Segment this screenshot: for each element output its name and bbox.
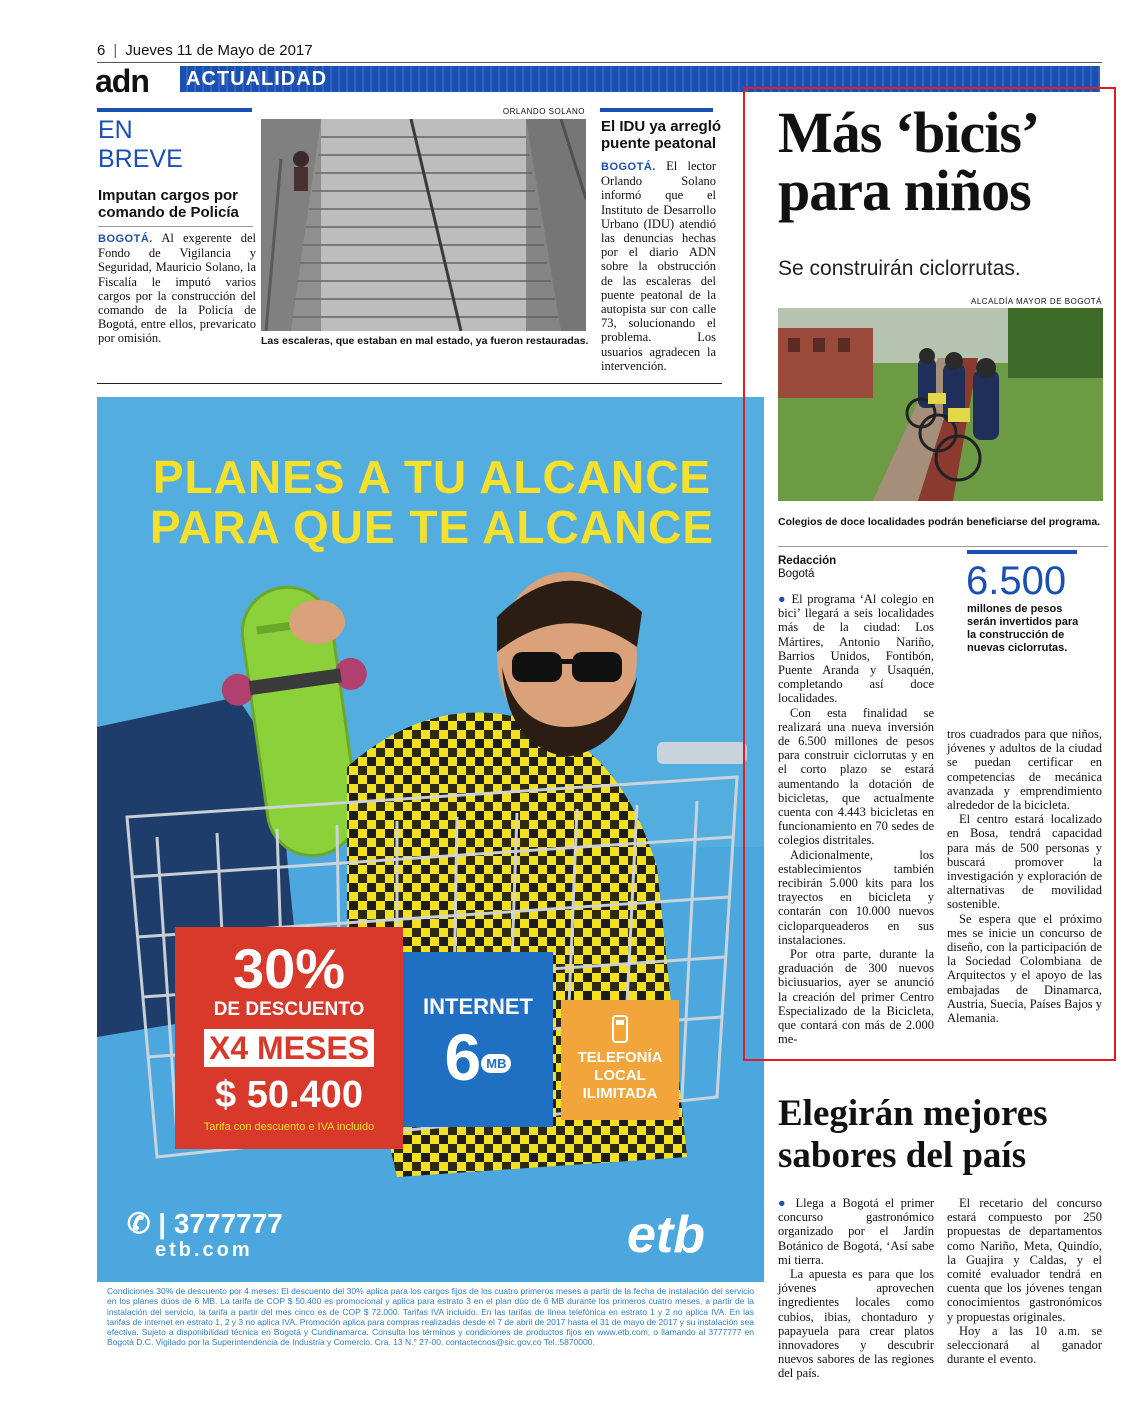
stairs-photo-caption: Las escaleras, que estaban en mal estado, ya fueron restauradas. — [261, 335, 589, 347]
brief2-dateline: BOGOTÁ. — [601, 161, 656, 173]
brief1-dateline: BOGOTÁ. — [98, 233, 153, 245]
article-p7: Se espera que el próximo mes se inicie un concurso de diseño, con la participación de la Sociedad Colombiana de Arquitectos y el apoyo de las embajadas de Dinamarca, Austria, Suecia, Países Bajos y Alemania. — [947, 911, 1102, 1026]
article2-headline-line2: sabores del país — [778, 1135, 1027, 1176]
etb-logo: etb — [627, 1206, 705, 1264]
article-col2 — [947, 727, 1102, 1025]
article-p1 — [778, 592, 934, 706]
stat-number: 6.500 — [966, 559, 1067, 603]
article2-p3: El recetario del concurso estará compuesto por 250 propuestas de departamentos como Nariño, Meta, Quindío, la Guajira y Caldas, y el comité evaluador tendrá en cuenta que los jóvenes tengan conocimientos gastronómicos y propuestas originales. — [947, 1196, 1102, 1324]
internet-label: INTERNET — [423, 994, 533, 1019]
article2-col1 — [778, 1196, 934, 1381]
article2-col2 — [947, 1196, 1102, 1366]
bullet-icon: ● — [778, 592, 792, 606]
internet-unit: MB — [481, 1054, 511, 1073]
caption-rule — [778, 546, 1108, 547]
page-date: Jueves 11 de Mayo de 2017 — [125, 42, 313, 59]
enbreve-rule — [97, 108, 252, 112]
discount-months: X4 MESES — [204, 1029, 374, 1067]
article-deck: Se construirán ciclorrutas. — [778, 257, 1021, 280]
article2-headline-line1: Elegirán mejores — [778, 1093, 1048, 1134]
ad-fine-print-area — [97, 1282, 764, 1351]
article2-p1 — [778, 1196, 934, 1267]
article-p1-text: El programa ‘Al colegio en bici’ llegará a seis localidades más de la ciudad: Los Mártires, Antonio Nariño, Barrios Unidos, Fontibón, Puente Aranda y Usaquén, completando así doce localidades. — [778, 592, 934, 706]
article-headline-line2: para niños — [778, 158, 1031, 223]
stairs-photo — [261, 119, 586, 331]
article-p4: Por otra parte, durante la graduación de 300 nuevos biciusuarios, ayer se anunció la creación del primer Centro Especializado de la Bicicleta, que contará con más de 2.000 me- — [778, 947, 934, 1047]
article2-p2: La apuesta es para que los jóvenes aprovechen ingredientes locales como cubios, ibias, chontaduro y papayuela para crear platos innovadores y descubrir nuevos sabores de las regiones del país. — [778, 1267, 934, 1381]
discount-label: DE DESCUENTO — [213, 999, 365, 1020]
bullet-icon: ● — [778, 1196, 796, 1210]
byline-author: Redacción — [778, 555, 837, 567]
page-header: 6 | Jueves 11 de Mayo de 2017 — [97, 42, 313, 59]
ad-fine-print: Condiciones 30% de descuento por 4 meses: El descuento del 30% aplica para los cargos fijos de los cuatro primeros meses a partir de la fecha de instalación del servicio en los planes dúos de 6 MB. La tarifa de COP $ 50.400 es promocional y aplica para estrato 3 en el plan dúo de 6 MB durante los primeros cuatro meses, a partir de la instalación del servicio, la tarifa a partir del mes cinco es de COP $ 72.000. Tarifas IVA incluido. En las tarifas de línea telefónica en estrato 1 y 2 no aplica IVA. En las tarifas de internet en estrato 1, 2 y 3 no aplica IVA. Promoción aplica para compras realizadas desde el 7 de abril de 2017 hasta el 31 de mayo de 2017 y su instalación sea efectiva. Sujeto a disponibilidad técnica en Bogotá y Cundinamarca. Consulta los términos y condiciones de productos fijos en www.etb.com, o llamando al 3777777 en Bogotá D.C. Vigilado por la Superintendencia de Industria y Comercio. Cra. 13 N.° 27-00. contactecnos@sic.gov.co Tel.:5870000. — [107, 1286, 754, 1348]
ad-headline — [127, 452, 737, 552]
header-rule — [97, 62, 1102, 63]
article2-p1-text: Llega a Bogotá el primer concurso gastronómico organizado por el Jardín Botánico de Bogotá, ‘Así sabe mi tierra. — [778, 1196, 934, 1267]
byline — [778, 555, 836, 581]
internet-speed: 6 — [444, 1020, 482, 1094]
article-p6: El centro estará localizado en Bosa, tendrá capacidad para más de 500 personas y buscará promover la investigación y exploración de alternativas de movilidad sostenible. — [947, 812, 1102, 912]
ad-website[interactable]: etb.com — [155, 1239, 253, 1261]
stat-text: millones de pesos serán invertidos para la construcción de nuevas ciclorrutas. — [967, 603, 1079, 654]
brief1-text: Al exgerente del Fondo de Vigilancia y Seguridad, Mauricio Solano, la Fiscalía le imputó varios cargos por la construcción del comando de la Policía de Bogotá, entre ellos, prevaricato por omisión. — [98, 231, 256, 346]
article2-headline — [778, 1093, 1108, 1177]
internet-speed-group — [403, 1020, 553, 1094]
ad-headline-line1: PLANES A TU ALCANCE — [152, 451, 712, 503]
brief1-body — [98, 231, 256, 346]
phone-box — [561, 1000, 679, 1120]
ad-phone — [127, 1209, 283, 1239]
brief2-rule — [600, 108, 713, 112]
article-headline-line1: Más ‘bicis’ — [778, 100, 1040, 165]
internet-box — [403, 952, 553, 1127]
page-number: 6 — [97, 42, 106, 59]
ad-contact — [127, 1209, 283, 1262]
ad-phone-number: 3777777 — [173, 1208, 283, 1239]
bike-photo-credit: ALCALDÍA MAYOR DE BOGOTÁ — [971, 297, 1102, 306]
brief2-text: El lector Orlando Solano informó que el Instituto de Desarrollo Urbano (IDU) atendió las denuncias hechas por el diario ADN sobre la obstrucción de las escaleras del puente peatonal de la autopista sur con calle 73, solucionando el problema. Los usuarios agradecen la intervención. — [601, 159, 716, 373]
byline-city: Bogotá — [778, 568, 815, 580]
enbreve-line2: BREVE — [98, 145, 183, 173]
brief1-rule — [98, 226, 253, 227]
enbreve-bottom-rule — [97, 383, 722, 384]
discount-note: Tarifa con descuento e IVA incluido — [203, 1121, 375, 1133]
brief2-title: El IDU ya arregló puente peatonal — [601, 118, 722, 152]
stat-rule — [967, 550, 1077, 554]
article-headline — [778, 100, 1108, 223]
discount-box — [175, 927, 403, 1149]
article-p3: Adicionalmente, los establecimientos también recibirán 5.000 kits para los trayectos en bicicleta y contarán con 10.000 nuevos cicloparqueaderos en sus instalaciones. — [778, 847, 934, 947]
enbreve-heading — [98, 116, 183, 174]
brief1-title: Imputan cargos por comando de Policía — [98, 187, 239, 221]
phone-icon — [610, 1014, 630, 1044]
enbreve-line1: EN — [98, 116, 133, 144]
ad-headline-line2: PARA QUE TE ALCANCE — [149, 501, 715, 553]
brief2-body — [601, 159, 716, 373]
phone-glyph-icon: ✆ | — [127, 1208, 174, 1239]
section-label: ACTUALIDAD — [186, 68, 328, 90]
discount-price: $ 50.400 — [215, 1074, 363, 1116]
article-col1-top — [778, 592, 934, 1047]
bike-photo — [778, 308, 1103, 501]
etb-advertisement[interactable] — [97, 397, 764, 1351]
discount-pct: 30% — [232, 937, 346, 1000]
stairs-photo-credit: ORLANDO SOLANO — [502, 107, 585, 116]
article-p5: tros cuadrados para que niños, jóvenes y adultos de la ciudad se puedan certificar en competencias de mecánica avanzada y emprendimiento alrededor de la bicicleta. — [947, 727, 1102, 813]
adn-logo: adn — [95, 63, 149, 99]
article-p2: Con esta finalidad se realizará una nueva inversión de 6.500 millones de pesos para construir ciclorrutas y en el corto plazo se estará aumentando la dotación de bicicletas, que actualmente cuenta con 4.443 bicicletas en funcionamiento en 70 sedes de colegios distritales. — [778, 705, 934, 848]
bike-photo-caption: Colegios de doce localidades podrán beneficiarse del programa. — [778, 516, 1101, 528]
phone-label: TELEFONÍA LOCAL ILIMITADA — [577, 1049, 663, 1102]
article2-p4: Hoy a las 10 a.m. se seleccionará al ganador durante el evento. — [947, 1323, 1102, 1367]
